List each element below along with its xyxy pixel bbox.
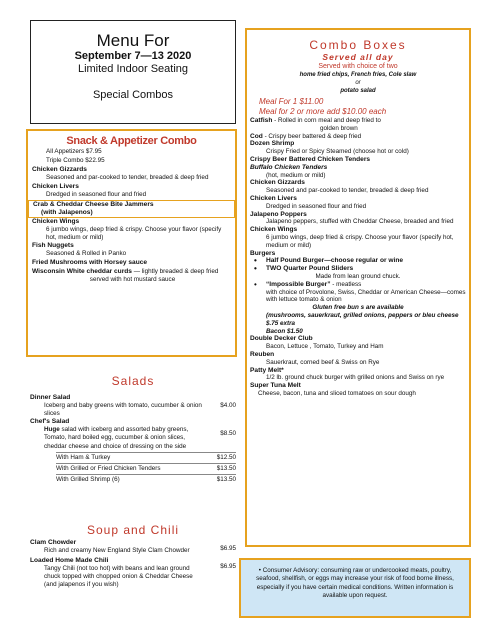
item-name: Crab & Cheddar Cheese Bite Jammers: [33, 200, 154, 208]
item-name-sub: (with Jalapenos): [41, 208, 93, 216]
combo-item-wings: Chicken Wings: [250, 226, 298, 234]
item-desc: Rich and creamy New England Style Clam Chowder: [44, 547, 190, 555]
gluten-free-note: Gluten free bun s are available: [312, 304, 404, 312]
item-name: Dinner Salad: [30, 394, 71, 401]
item-fish-nuggets: Fish Nuggets: [32, 242, 74, 250]
snack-title: Snack & Appetizer Combo: [66, 135, 197, 147]
meal-for-one-price: Meal For 1 $11.00: [259, 97, 324, 106]
option-label: With Ham & Turkey: [56, 453, 111, 461]
item-sauce-note: served with hot mustard sauce: [89, 276, 176, 284]
item-desc: Iceberg and baby greens with tomato, cucumber & onion slices: [44, 402, 202, 418]
item-fried-mushrooms: Fried Mushrooms with Horsey sauce: [32, 259, 148, 267]
desc-text: salad with iceberg and assorted baby greens, Tomato, hard boiled egg, cucumber & onion slices, cheddar cheese and choice of dressing on the side: [44, 426, 189, 450]
combo-item-shrimp: Dozen Shrimp: [250, 140, 295, 148]
salads-section: [30, 387, 236, 484]
item-desc: 6 jumbo wings, deep fried & crispy. Choose your flavor (specify hot, medium or mild): [46, 225, 222, 241]
item-desc: [30, 426, 236, 450]
combo-item-poppers: Jalapeno Poppers: [250, 210, 307, 218]
meal-for-two-price: Meal for 2 or more add $10.00 each: [259, 107, 387, 116]
option-chicken-tenders: [30, 465, 236, 473]
item-name: Catfish: [250, 117, 273, 124]
soup-chili-section: [30, 539, 236, 590]
combo-item-burgers: Burgers: [250, 249, 276, 257]
item-desc: Cheese, bacon, tuna and sliced tomatoes on sour dough: [258, 389, 416, 397]
item-desc: - meatless: [330, 280, 362, 288]
item-desc-cont: golden brown: [320, 124, 358, 132]
combo-item-catfish: [250, 117, 466, 125]
item-cheddar-curds: [32, 268, 233, 276]
divider: [56, 452, 236, 453]
item-desc: Seasoned & Rolled in Panko: [46, 250, 127, 258]
item-price: $6.95: [220, 545, 236, 552]
menu-row-chili: [30, 557, 236, 589]
item-desc: Dredged in seasoned flour and fried: [46, 191, 147, 199]
combo-item-chicken-tenders: Crispy Beer Battered Chicken Tenders: [250, 155, 371, 163]
item-desc: Bacon, Lettuce , Tomato, Turkey and Ham: [266, 343, 384, 351]
combo-boxes-panel: [245, 28, 471, 547]
item-price: $6.95: [220, 563, 236, 571]
menu-dates: September 7—13 2020: [74, 50, 192, 62]
item-name: Chef's Salad: [30, 418, 70, 426]
item-price: $8.50: [220, 430, 236, 438]
desc-emphasis: Huge: [44, 426, 60, 434]
snack-appetizer-box: [26, 129, 237, 357]
combo-item-gizzards: Chicken Gizzards: [250, 179, 305, 187]
item-desc: - Crispy beer battered & deep fried: [262, 132, 362, 140]
option-label: With Grilled or Fried Chicken Tenders: [56, 464, 161, 472]
combo-items: [247, 117, 469, 398]
item-desc: 6 jumbo wings, deep fried & crispy. Choose your flavor (specify hot, medium or mild): [266, 233, 454, 249]
item-desc: Dredged in seasoned flour and fried: [266, 202, 367, 210]
divider: [56, 463, 236, 464]
item-desc: Seasoned and par-cooked to tender, breaded & deep fried: [266, 187, 429, 195]
item-desc: - Rolled in corn meal and deep fried to: [272, 117, 381, 124]
combo-item-patty-melt: Patty Melt*: [250, 366, 284, 374]
combo-title: Combo Boxes: [309, 38, 407, 52]
combo-item-buffalo-tenders: Buffalo Chicken Tenders: [250, 163, 328, 171]
combo-sides: home fried chips, French fries, Cole slaw: [299, 72, 417, 78]
combo-or: or: [355, 80, 361, 86]
item-price: $4.00: [220, 402, 236, 409]
menu-row-clam-chowder: [30, 539, 236, 555]
option-label: With Grilled Shrimp (6): [56, 475, 120, 483]
option-grilled-shrimp: [30, 476, 236, 484]
bacon-note: Bacon $1.50: [266, 327, 303, 335]
menu-subtitle: Special Combos: [92, 89, 174, 101]
combo-item-reuben: Reuben: [250, 350, 275, 358]
menu-title: Menu For: [96, 31, 170, 50]
item-chicken-wings: Chicken Wings: [32, 217, 80, 225]
salads-title: Salads: [111, 374, 155, 388]
item-desc: Seasoned and par-cooked to tender, breaded & deep fried: [46, 174, 209, 182]
divider: [56, 474, 236, 475]
soup-chili-title: Soup and Chili: [86, 523, 180, 537]
item-name: “Impossible Burger”: [266, 280, 331, 288]
combo-item-tuna-melt: Super Tuna Melt: [250, 382, 301, 390]
item-chicken-gizzards: Chicken Gizzards: [32, 166, 87, 174]
advisory-text: : consuming raw or undercooked meats, poultry, seafood, shellfish, or eggs may increase your risk of food borne illness, especially if you have certain medical conditions. Written information is available upon request.: [256, 567, 454, 599]
item-name: Wisconsin White cheddar curds: [32, 268, 132, 276]
item-chicken-livers: Chicken Livers: [32, 183, 79, 191]
triple-combo-price: Triple Combo $22.95: [46, 157, 105, 165]
all-appetizers-price: All Appetizers $7.95: [46, 148, 102, 155]
option-price: $12.50: [216, 453, 236, 461]
option-ham-turkey: [30, 454, 236, 462]
combo-item-cod: [250, 133, 466, 141]
option-price: $13.50: [216, 464, 236, 472]
item-name: Cod: [250, 132, 263, 140]
item-desc: (hot, medium or mild): [266, 171, 326, 179]
combo-choice: Served with choice of two: [318, 63, 398, 70]
combo-item-livers: Chicken Livers: [250, 194, 297, 202]
combo-served: Served all day: [322, 52, 394, 62]
consumer-advisory: [239, 558, 471, 618]
item-desc: 1/2 lb. ground chuck burger with grilled onions and Swiss on rye: [266, 374, 445, 382]
item-desc: Crispy Fried or Spicy Steamed (choose hot or cold): [266, 148, 409, 156]
toppings-note: (mushrooms, sauerkraut, grilled onions, peppers or bleu cheese $.75 extra: [266, 311, 459, 327]
burger-option-half-pound: • Half Pound Burger—choose regular or wine: [250, 257, 466, 265]
item-name: Loaded Home Made Chili: [30, 557, 109, 565]
item-desc: with choice of Provolone, Swiss, Cheddar or American Cheese—comes with lettuce tomato & onion: [266, 288, 466, 304]
seating-note: Limited Indoor Seating: [77, 63, 189, 75]
item-desc: Sauerkraut, corned beef & Swiss on Rye: [266, 358, 380, 366]
burger-option-impossible: [250, 281, 466, 289]
item-desc: — lightly breaded & deep fried: [131, 268, 219, 276]
snack-items: [28, 147, 235, 285]
advisory-label: • Consumer Advisory: [258, 567, 318, 574]
item-desc: Tangy Chili (not too hot) with beans and lean ground chuck topped with chopped onion & Cheddar Cheese (and jalapenos if you wish): [44, 565, 193, 589]
item-name: Clam Chowder: [30, 539, 77, 546]
item-desc: Jalapeno peppers, stuffed with Cheddar Cheese, breaded and fried: [266, 218, 454, 226]
burger-option-sliders: • TWO Quarter Pound Sliders: [250, 265, 466, 273]
burger-note: Made from lean ground chuck.: [315, 272, 401, 280]
menu-header: [30, 20, 236, 124]
menu-row-dinner-salad: [30, 394, 236, 418]
combo-item-club: Double Decker Club: [250, 335, 313, 343]
item-crab-cheese-bites: [28, 200, 235, 218]
option-price: $13.50: [216, 475, 236, 483]
combo-potato: potato salad: [340, 88, 376, 94]
menu-row-chef-salad: [30, 418, 236, 450]
